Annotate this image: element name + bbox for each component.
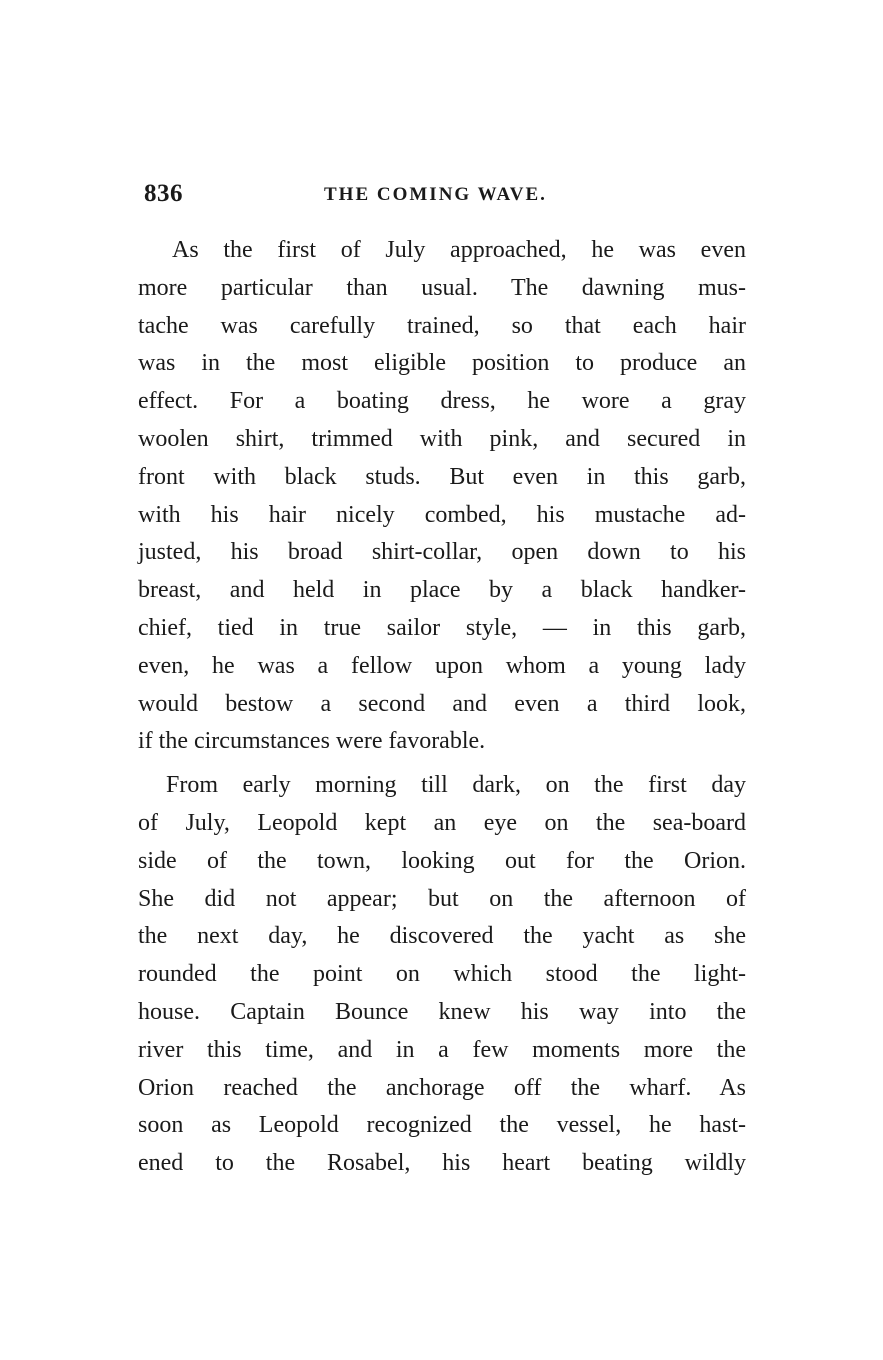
paragraph-1 xyxy=(138,232,746,761)
text-line: would bestow a second and even a third look, xyxy=(138,690,746,717)
text-line: tache was carefully trained, so that each hair xyxy=(138,312,746,339)
text-line: ened to the Rosabel, his heart beating wildly xyxy=(138,1150,746,1177)
paragraph-2 xyxy=(138,767,746,1183)
text-line: She did not appear; but on the afternoon of xyxy=(138,885,746,912)
text-line: chief, tied in true sailor style, — in this garb, xyxy=(138,614,746,641)
text-line: woolen shirt, trimmed with pink, and secured in xyxy=(138,425,746,452)
text-line: Orion reached the anchorage off the wharf. As xyxy=(138,1074,746,1101)
text-line: soon as Leopold recognized the vessel, he hast- xyxy=(138,1112,746,1139)
text-line: even, he was a fellow upon whom a young lady xyxy=(138,652,746,679)
text-line: front with black studs. But even in this garb, xyxy=(138,463,746,490)
text-line: effect. For a boating dress, he wore a gray xyxy=(138,388,746,415)
text-line: of July, Leopold kept an eye on the sea-board xyxy=(138,809,746,836)
text-line: justed, his broad shirt-collar, open down to his xyxy=(138,539,746,566)
text-line: rounded the point on which stood the light- xyxy=(138,961,746,988)
text-line: with his hair nicely combed, his mustache ad- xyxy=(138,501,746,528)
text-line: breast, and held in place by a black handker- xyxy=(138,577,746,604)
page-header xyxy=(138,180,746,214)
running-title: THE COMING WAVE. xyxy=(324,184,547,205)
body-text xyxy=(138,232,746,1183)
text-line: house. Captain Bounce knew his way into the xyxy=(138,998,746,1025)
text-line: if the circumstances were favorable. xyxy=(138,728,486,755)
text-line: the next day, he discovered the yacht as she xyxy=(138,923,746,950)
page-number: 836 xyxy=(144,180,183,207)
text-line: river this time, and in a few moments more the xyxy=(138,1036,746,1063)
text-line: side of the town, looking out for the Orion. xyxy=(138,847,746,874)
text-line: From early morning till dark, on the first day xyxy=(166,772,746,799)
text-line: more particular than usual. The dawning mus- xyxy=(138,274,746,301)
text-line: was in the most eligible position to produce an xyxy=(138,350,746,377)
text-line: As the first of July approached, he was even xyxy=(172,237,746,263)
